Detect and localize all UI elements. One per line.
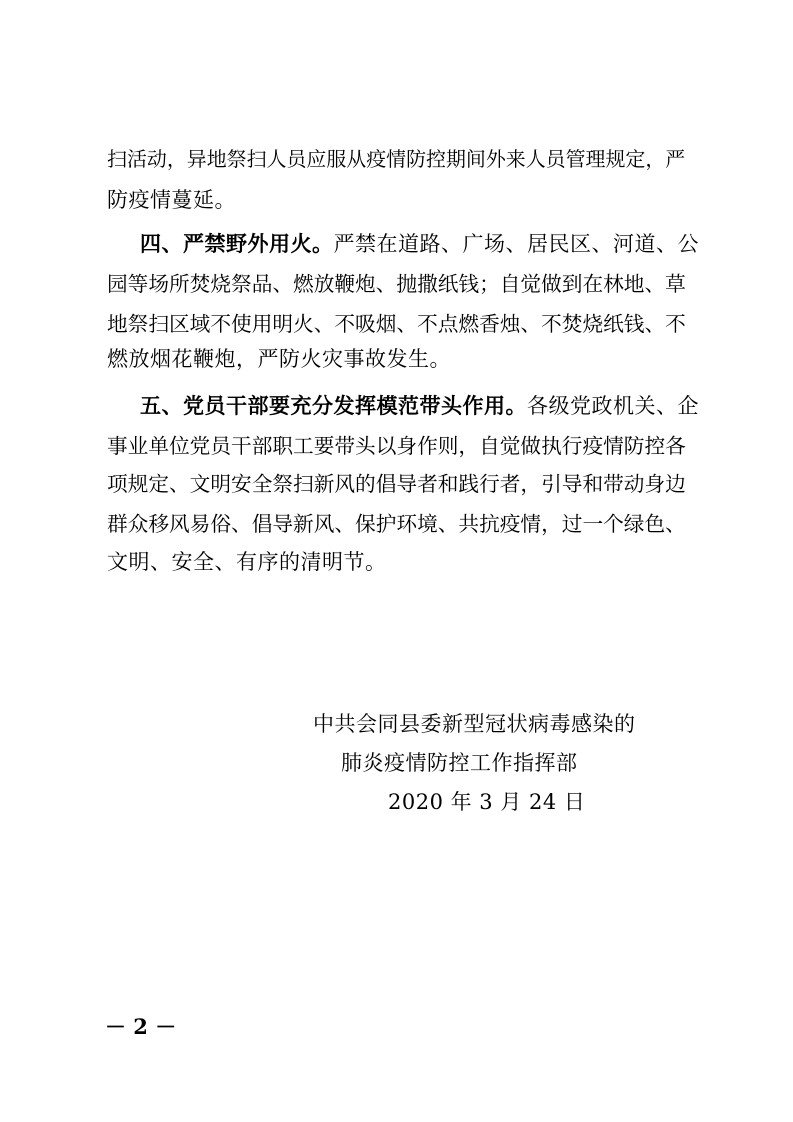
section-5-heading: 五、党员干部要充分发挥模范带头作用。 [140,394,527,418]
paragraph-3-line-5: 文明、安全、有序的清明节。 [107,550,387,574]
paragraph-3-line-2: 事业单位党员干部职工要带头以身作则，自觉做执行疫情防控各 [107,434,686,458]
paragraph-3-line-4: 群众移风易俗、倡导新风、保护环境、共抗疫情，过一个绿色、 [107,512,686,536]
paragraph-2-line-1 [140,230,699,258]
paragraph-2-line-1-text: 严禁在道路、广场、居民区、河道、公 [333,232,699,256]
paragraph-3-line-1-text: 各级党政机关、企 [527,394,699,418]
paragraph-3-line-1 [140,392,699,420]
section-4-heading: 四、严禁野外用火。 [140,232,334,256]
paragraph-1-line-1: 扫活动，异地祭扫人员应服从疫情防控期间外来人员管理规定，严 [107,147,686,171]
paragraph-2-line-2: 园等场所焚烧祭品、燃放鞭炮、抛撒纸钱；自觉做到在林地、草 [107,272,686,296]
page-number: － 2 － [105,1014,177,1039]
signature-date: 2020 年 3 月 24 日 [388,790,586,814]
paragraph-2-line-3: 地祭扫区域不使用明火、不吸烟、不点燃香烛、不焚烧纸钱、不 [107,312,686,336]
signature-org-line-1: 中共会同县委新型冠状病毒感染的 [313,712,636,736]
paragraph-1-line-2: 防疫情蔓延。 [107,188,236,212]
paragraph-2-line-4: 燃放烟花鞭炮，严防火灾事故发生。 [107,347,451,371]
signature-org-line-2: 肺炎疫情防控工作指挥部 [341,751,578,775]
paragraph-3-line-3: 项规定、文明安全祭扫新风的倡导者和践行者，引导和带动身边 [107,472,686,496]
